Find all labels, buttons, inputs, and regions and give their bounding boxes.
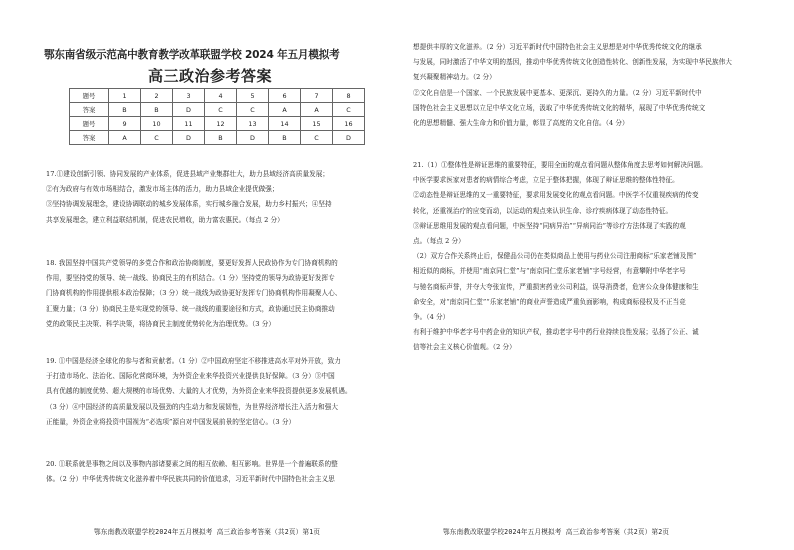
text-line: 转化，还重视治疗的应变而动，以运动的观点来认识生命、诊疗疾病体现了动态性特征。	[413, 206, 673, 215]
text-line: 作用，要坚持党的领导、统一战线、协商民主的有机结合。（1 分）坚持党的领导为政协更好发挥专	[46, 274, 335, 283]
table-cell: 10	[141, 117, 173, 131]
text-line: 中医学要求医家对患者的病情综合考虑，立足于整体把握，体现了辩证思维的整体性特征。	[413, 176, 679, 185]
table-cell: 16	[333, 117, 365, 131]
text-line: （3 分）④中国经济的高质量发展以及强劲的内生动力和发展韧性，为世界经济增长注入活力和强大	[46, 402, 339, 411]
text-line: 命安全，对“南京同仁堂”“乐家老铺”的商业声誉造成严重负面影响，构成商标侵权及不正当竞	[413, 297, 686, 306]
page-2	[397, 0, 794, 550]
text-line: 21.（1）①整体性是辩证思维的重要特征，要用全面的观点看问题从整体角度去思考如何解决问题。	[413, 161, 707, 169]
text-line: 相近似的商标，并使用“南京同仁堂”与“南京同仁堂乐家老铺”字号经营，有意攀附中华老字号	[413, 267, 686, 276]
table-row	[70, 117, 365, 131]
text-line: 共享发展理念，建立利益联结机制，促进农民增收，助力富农惠民。（每点 2 分）	[46, 215, 284, 224]
table-cell: C	[205, 103, 237, 117]
exam-title: 鄂东南省级示范高中教育教学改革联盟学校 2024 年五月模拟考	[44, 49, 340, 61]
text-line: 争。（4 分）	[413, 313, 450, 322]
text-line: 国特色社会主义思想以立足中华文化立场，汲取了中华优秀传统文化的精华，展现了中华优秀传统文	[413, 103, 706, 112]
text-line: 正能量，外资企业将投资中国视为“必选项”源自对中国发展前景的坚定信心。（3 分）	[46, 417, 296, 426]
text-line: 18. 我国坚持中国共产党领导的多党合作和政治协商制度，要更好发挥人民政协作为专门协商机构的	[46, 259, 338, 267]
text-line: 17.①建设创新引领、协同发展的产业体系，促进县域产业集群壮大，助力县域经济高质量发展；	[46, 170, 330, 178]
text-line: 与驰名商标声誉，并夺大夸张宣传，严重损害药业公司利益，误导消费者，危害公众身体健康和生	[413, 282, 699, 291]
table-row-label: 题号	[70, 89, 109, 103]
table-cell: 2	[141, 89, 173, 103]
answer-20-start	[46, 457, 378, 487]
answer-18	[46, 256, 378, 332]
table-row-label: 题号	[70, 117, 109, 131]
text-line: 汇聚力量；（3 分）协商民主是实现党的领导、统一战线的重要途径和方式，政协通过民主协商推动	[46, 304, 335, 313]
table-cell: A	[269, 103, 301, 117]
table-cell: 9	[109, 117, 141, 131]
text-line: 与发展，同时激活了中华文明的基因，推动中华优秀传统文化创造性转化、创新性发展，为实现中华民族伟大	[413, 58, 732, 67]
table-cell: 4	[205, 89, 237, 103]
table-cell: 3	[173, 89, 205, 103]
table-cell: C	[141, 131, 173, 145]
table-cell: 11	[173, 117, 205, 131]
text-line: ②动态性是辩证思维的又一重要特征，要求用发展变化的观点看问题。中医学不仅重视疾病的传变	[413, 191, 699, 200]
table-cell: 1	[109, 89, 141, 103]
table-cell: D	[173, 131, 205, 145]
text-line: ③辩证思维用发展的观点看问题，中医坚持“同病异治”“异病同治”等诊疗方法体现了实践的观	[413, 221, 686, 230]
table-cell: B	[205, 131, 237, 145]
table-row	[70, 131, 365, 145]
table-cell: D	[173, 103, 205, 117]
text-line: ②有为政府与有效市场相结合，激发市场主体的活力，助力县域企业提优做强；	[46, 185, 279, 194]
text-line: 想提供丰厚的文化滋养。（2 分）习近平新时代中国特色社会主义思想是对中华优秀传统文化的继承	[413, 43, 702, 51]
text-line: 门协商机构的作用提供根本政治保障；（3 分）统一战线为政协更好发挥专门协商机构作用凝聚人心、	[46, 289, 342, 298]
text-line: 19. ①中国是经济全球化的参与者和贡献者。（1 分）②中国政府坚定不移推进高水平对外开放，致力	[46, 357, 341, 365]
table-cell: D	[237, 131, 269, 145]
text-line: 体。（2 分）中华优秀传统文化滋养着中华民族共同的价值追求，习近平新时代中国特色社会主义思	[46, 475, 335, 484]
page-footer: 鄂东南教改联盟学校2024年五月模拟考 高三政治参考答案（共2页）第1页	[94, 528, 321, 536]
table-cell: D	[333, 131, 365, 145]
table-cell: 13	[237, 117, 269, 131]
text-line: 点。（每点 2 分）	[413, 237, 465, 246]
table-row-label: 答案	[70, 131, 109, 145]
text-line: 复兴凝聚精神动力。（2 分）	[413, 73, 496, 82]
text-line: 化的思想精髓、强大生命力和价值力量，彰显了高度的文化自信。（4 分）	[413, 119, 629, 128]
answer-20-continued	[413, 40, 755, 131]
table-cell: B	[269, 131, 301, 145]
table-cell: 6	[269, 89, 301, 103]
answer-17	[46, 167, 378, 228]
text-line: 有利于维护中华老字号中药企业的知识产权，推动老字号中药行业持续良性发展；弘扬了公正、诚	[413, 328, 699, 337]
table-cell: 7	[301, 89, 333, 103]
table-cell: C	[333, 103, 365, 117]
text-line: 信等社会主义核心价值观。（2 分）	[413, 343, 516, 352]
table-row	[70, 89, 365, 103]
table-cell: 12	[205, 117, 237, 131]
table-cell: C	[301, 131, 333, 145]
table-row-label: 答案	[70, 103, 109, 117]
table-cell: B	[109, 103, 141, 117]
table-cell: 15	[301, 117, 333, 131]
text-line: 党的政策民主决策、科学决策，将协商民主制度优势转化为治理优势。（3 分）	[46, 319, 275, 328]
answer-table	[69, 88, 365, 145]
table-cell: 14	[269, 117, 301, 131]
text-line: （2）双方合作关系终止后，保健品公司仍在类似商品上使用与药业公司注册商标“乐家老铺及图”	[413, 252, 697, 261]
text-line: 于打造市场化、法治化、国际化营商环境，为外资企业来华投资兴业提供良好保障。（3 分）③中国	[46, 372, 335, 381]
page-footer: 鄂东南教改联盟学校2024年五月模拟考 高三政治参考答案（共2页）第2页	[443, 528, 670, 536]
table-cell: B	[141, 103, 173, 117]
table-row	[70, 103, 365, 117]
answer-21	[413, 158, 755, 356]
text-line: 具有优越的制度优势、超大规模的市场优势、大量的人才优势，为外资企业来华投资提供更多发展机遇。	[46, 387, 352, 396]
text-line: 20. ①联系就是事物之间以及事物内部诸要素之间的相互依赖、相互影响。世界是一个普遍联系的整	[46, 460, 338, 468]
table-cell: A	[301, 103, 333, 117]
table-cell: C	[237, 103, 269, 117]
table-cell: 8	[333, 89, 365, 103]
table-cell: 5	[237, 89, 269, 103]
answer-19	[46, 354, 378, 430]
answer-key-title: 高三政治参考答案	[147, 67, 272, 85]
text-line: ③坚持协调发展理念，建设协调联动的城乡发展体系，实行城乡融合发展，助力乡村振兴；④坚持	[46, 200, 332, 209]
table-cell: A	[109, 131, 141, 145]
text-line: ②文化自信是一个国家、一个民族发展中更基本、更深沉、更持久的力量。（2 分）习近平新时代中	[413, 88, 702, 97]
